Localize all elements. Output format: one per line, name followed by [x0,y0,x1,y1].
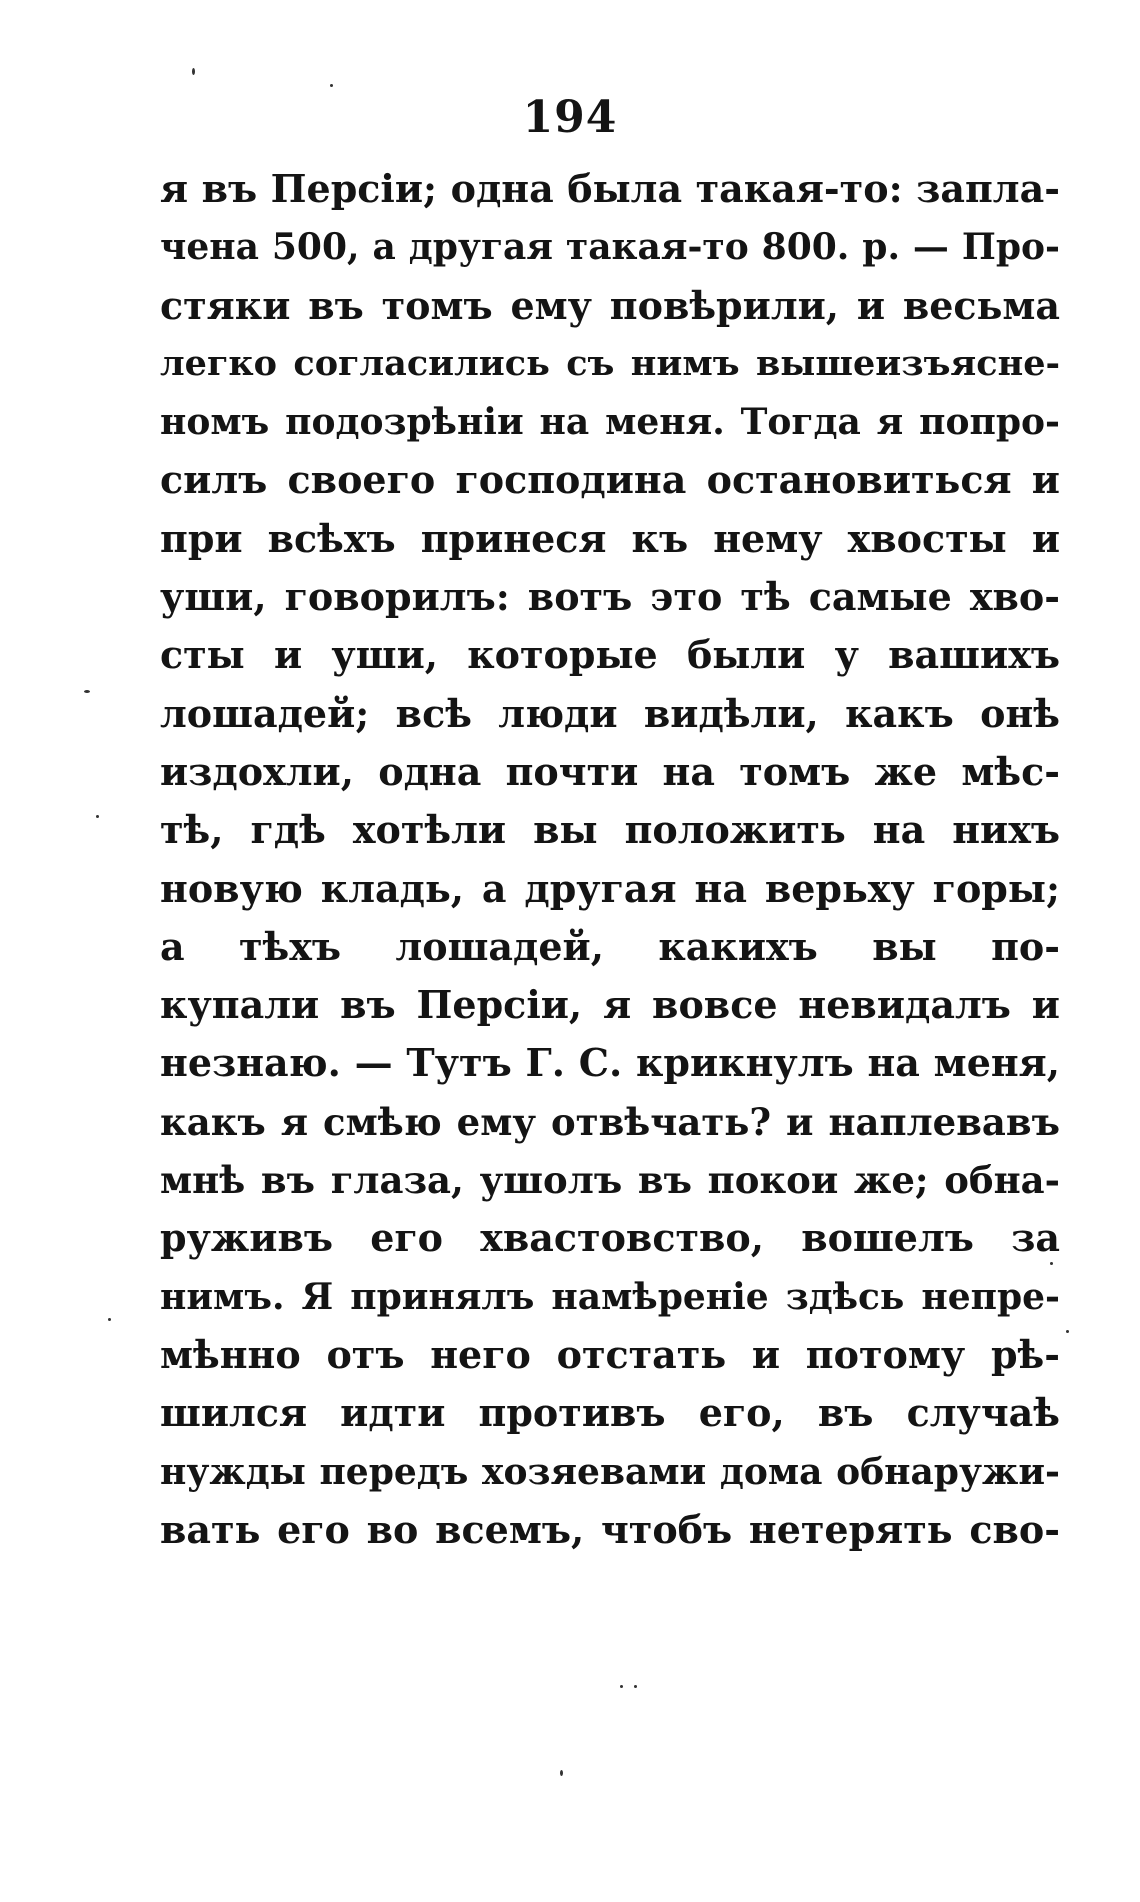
text-line: номъ подозрѣніи на меня. Тогда я попро- [160,401,1060,444]
text-line: нужды передъ хозяевами дома обнаружи- [160,1450,1060,1493]
scan-speck [1050,1262,1053,1265]
text-line: чена 500, а другая такая-то 800. р. — Про- [160,226,1060,269]
text-line: новую кладь, а другая на верьху горы; [160,865,1060,911]
text-line: лошадей; всѣ люди видѣли, какъ онѣ [160,690,1060,736]
scan-speck [560,1770,563,1776]
text-line: шился идти противъ его, въ случаѣ [160,1390,1060,1436]
scan-speck [84,690,90,693]
text-line: сты и уши, которые были у вашихъ [160,632,1060,678]
text-line: уши, говорилъ: вотъ это тѣ самые хво- [160,574,1060,620]
scan-speck [330,84,333,87]
text-line: вать его во всемъ, чтобъ нетерять сво- [160,1506,1060,1552]
page-number: 194 [522,92,618,143]
text-line: при всѣхъ принеся къ нему хвосты и [160,515,1060,561]
text-line: тѣ, гдѣ хотѣли вы положить на нихъ [160,807,1060,853]
scan-speck [96,815,99,818]
scan-speck [634,1685,637,1688]
text-line: силъ своего господина остановиться и [160,457,1060,503]
text-line: нимъ. Я принялъ намѣреніе здѣсь непре- [160,1275,1060,1318]
text-line: стяки въ томъ ему повѣрили, и весьма [160,282,1060,328]
text-line: легко согласились съ нимъ вышеизъясне- [160,342,1060,384]
text-line: мѣнно отъ него отстать и потому рѣ- [160,1331,1060,1377]
text-line: я въ Персіи; одна была такая-то: запла- [160,166,1060,211]
text-line: какъ я смѣю ему отвѣчать? и наплевавъ [160,1099,1060,1144]
text-line: незнаю. — Тутъ Г. С. крикнулъ на меня, [160,1040,1060,1086]
body-text [160,160,1060,1559]
scan-speck [108,1318,111,1321]
scan-speck [192,68,195,75]
text-line: издохли, одна почти на томъ же мѣс- [160,748,1060,794]
text-line: а тѣхъ лошадей, какихъ вы по- [160,923,1060,969]
scan-speck [1066,1330,1069,1333]
text-line: мнѣ въ глаза, ушолъ въ покои же; обна- [160,1158,1060,1203]
text-line: купали въ Персіи, я вовсе невидалъ и [160,982,1060,1028]
scan-speck [620,1685,623,1688]
text-line: руживъ его хвастовство, вошелъ за [160,1215,1060,1261]
